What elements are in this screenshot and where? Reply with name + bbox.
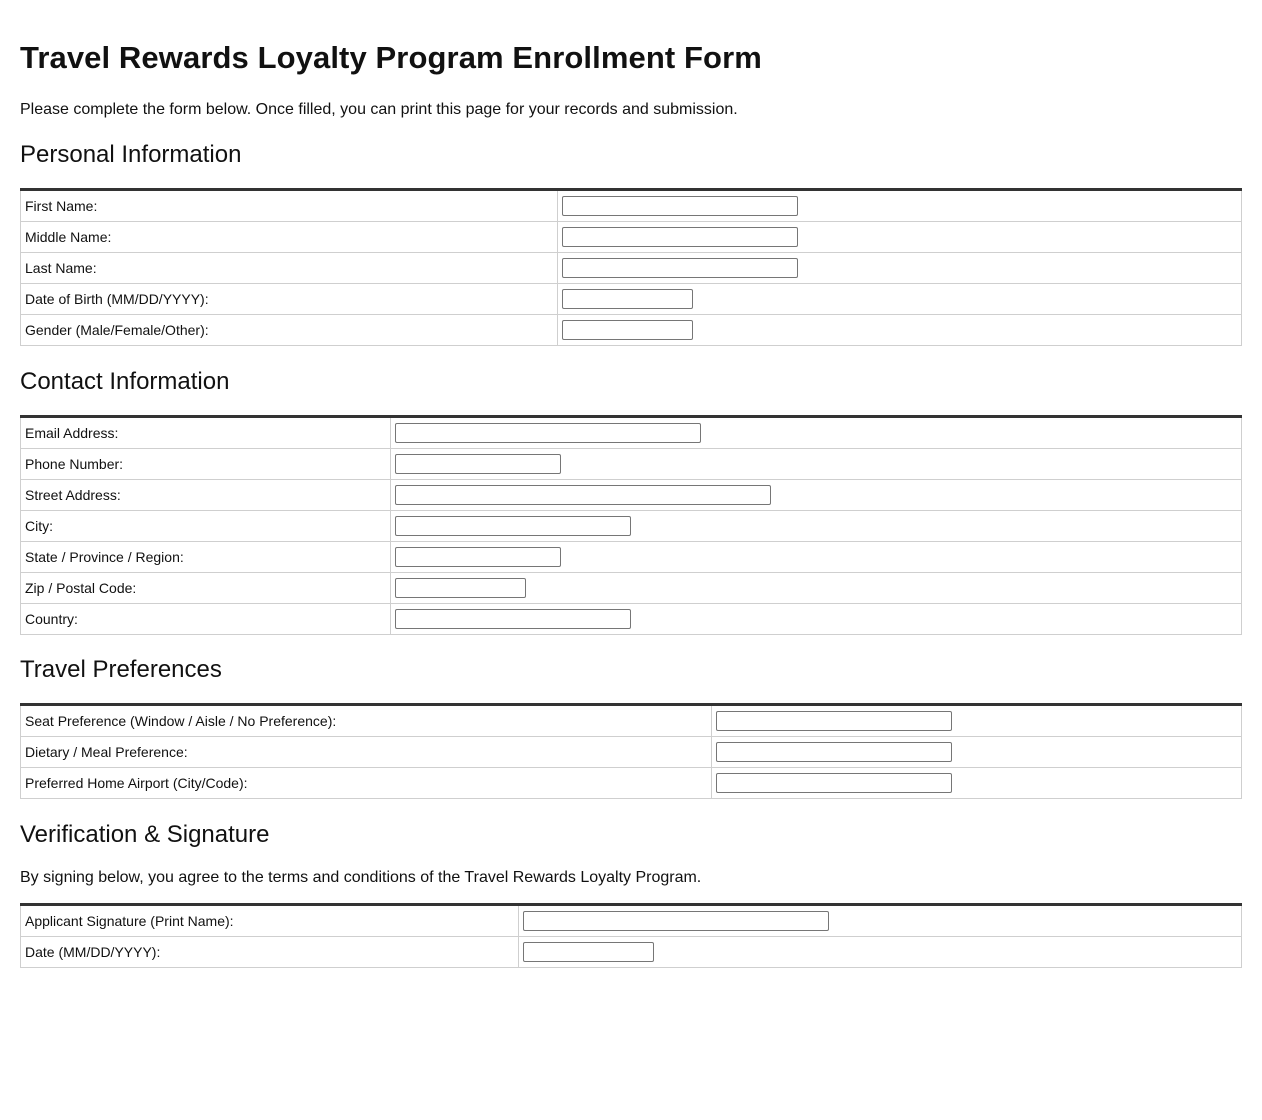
middle-name-label: Middle Name: — [21, 222, 558, 253]
email-input[interactable] — [395, 423, 701, 443]
table-row — [21, 604, 1242, 635]
home-airport-label: Preferred Home Airport (City/Code): — [21, 768, 712, 799]
gender-input[interactable] — [562, 320, 693, 340]
date-of-birth-label: Date of Birth (MM/DD/YYYY): — [21, 284, 558, 315]
section-heading-personal: Personal Information — [20, 141, 242, 168]
contact-info-table — [20, 415, 1242, 635]
personal-info-table — [20, 188, 1242, 346]
street-address-label: Street Address: — [21, 480, 391, 511]
first-name-label: First Name: — [21, 190, 558, 222]
city-input[interactable] — [395, 516, 631, 536]
signature-date-input[interactable] — [523, 942, 654, 962]
seat-preference-label: Seat Preference (Window / Aisle / No Preference): — [21, 705, 712, 737]
country-input[interactable] — [395, 609, 631, 629]
country-label: Country: — [21, 604, 391, 635]
state-input[interactable] — [395, 547, 561, 567]
first-name-input[interactable] — [562, 196, 798, 216]
section-heading-verification: Verification & Signature — [20, 821, 270, 848]
phone-input[interactable] — [395, 454, 561, 474]
signature-input[interactable] — [523, 911, 829, 931]
state-label: State / Province / Region: — [21, 542, 391, 573]
table-row — [21, 511, 1242, 542]
table-row — [21, 253, 1242, 284]
section-heading-contact: Contact Information — [20, 368, 230, 395]
table-row — [21, 937, 1242, 968]
table-row — [21, 737, 1242, 768]
meal-preference-input[interactable] — [716, 742, 952, 762]
phone-label: Phone Number: — [21, 449, 391, 480]
signature-table — [20, 903, 1242, 968]
table-row — [21, 417, 1242, 449]
signature-label: Applicant Signature (Print Name): — [21, 905, 519, 937]
city-label: City: — [21, 511, 391, 542]
last-name-input[interactable] — [562, 258, 798, 278]
table-row — [21, 573, 1242, 604]
table-row — [21, 284, 1242, 315]
table-row — [21, 222, 1242, 253]
date-of-birth-input[interactable] — [562, 289, 693, 309]
intro-text: Please complete the form below. Once filled, you can print this page for your records and submission. — [20, 101, 738, 118]
table-row — [21, 315, 1242, 346]
page-title: Travel Rewards Loyalty Program Enrollment Form — [20, 40, 762, 75]
table-row — [21, 542, 1242, 573]
zip-label: Zip / Postal Code: — [21, 573, 391, 604]
table-row — [21, 705, 1242, 737]
home-airport-input[interactable] — [716, 773, 952, 793]
section-heading-travel: Travel Preferences — [20, 656, 222, 683]
zip-input[interactable] — [395, 578, 526, 598]
travel-preferences-table — [20, 703, 1242, 799]
gender-label: Gender (Male/Female/Other): — [21, 315, 558, 346]
table-row — [21, 768, 1242, 799]
meal-preference-label: Dietary / Meal Preference: — [21, 737, 712, 768]
table-row — [21, 449, 1242, 480]
email-label: Email Address: — [21, 417, 391, 449]
last-name-label: Last Name: — [21, 253, 558, 284]
table-row — [21, 905, 1242, 937]
street-address-input[interactable] — [395, 485, 771, 505]
signature-date-label: Date (MM/DD/YYYY): — [21, 937, 519, 968]
table-row — [21, 190, 1242, 222]
seat-preference-input[interactable] — [716, 711, 952, 731]
middle-name-input[interactable] — [562, 227, 798, 247]
terms-note: By signing below, you agree to the terms and conditions of the Travel Rewards Loyalty Program. — [20, 869, 702, 886]
table-row — [21, 480, 1242, 511]
